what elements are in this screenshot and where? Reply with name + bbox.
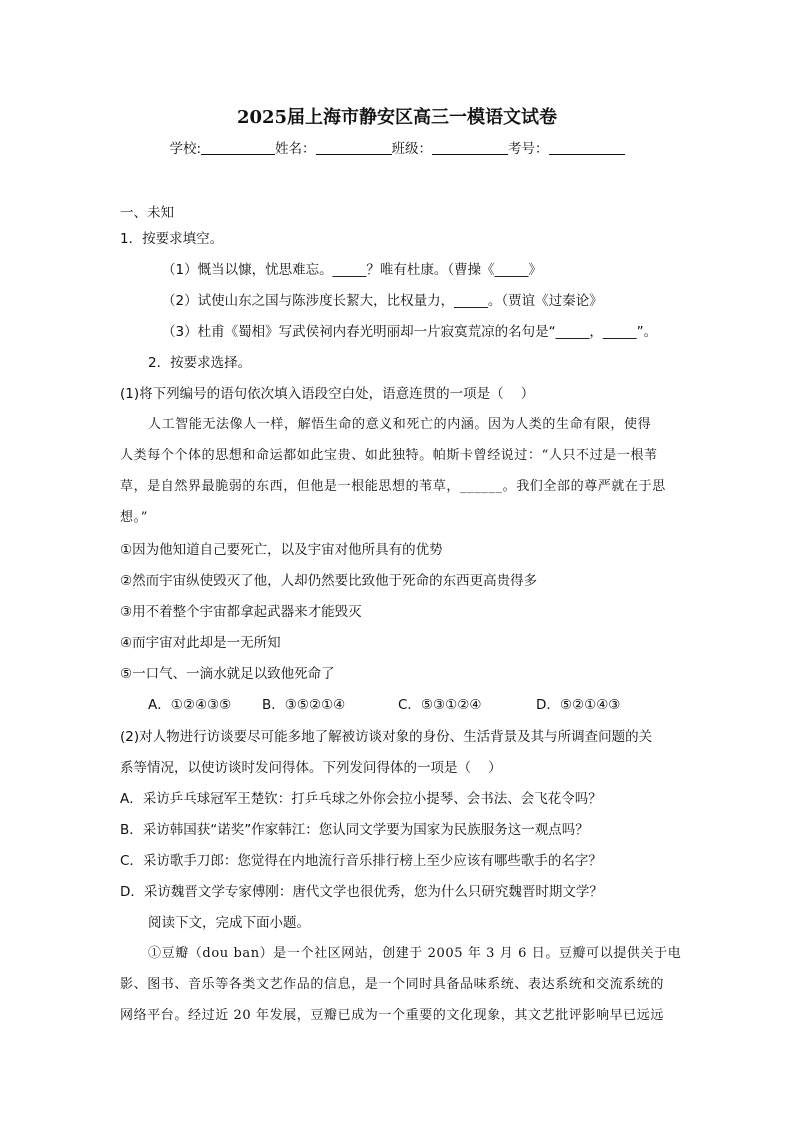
reading-passage-line: 网络平台。经过近 20 年发展，豆瓣已成为一个重要的文化现象，其文艺批评影响早已远远 (120, 1008, 665, 1023)
section-heading: 一、未知 (120, 205, 174, 221)
exam-no-label: 考号： (508, 141, 549, 157)
choice-d: D．⑤②①④③ (536, 697, 621, 713)
question-2-2-stem: (2)对人物进行访谈要尽可能多地了解被访谈对象的身份、生活背景及其与所调查问题的关 (120, 729, 653, 745)
page-title: 2025届上海市静安区高三一模语文试卷 (236, 107, 558, 128)
student-info-line (0, 140, 794, 158)
choice-c: C．⑤③①②④ (398, 697, 482, 713)
sentence-option: ⑤一口气、一滴水就足以致他死命了 (120, 666, 335, 682)
class-label: 班级： (391, 141, 433, 157)
choice-b: B．采访韩国获“诺奖”作家韩江：您认同文学要为国家为民族服务这一观点吗？ (120, 822, 589, 838)
passage-line: 想。” (120, 510, 148, 525)
question-2-2-stem: 系等情况，以使访谈时发问得体。下列发问得体的一项是（ ） (120, 760, 502, 776)
passage-line: 人工智能无法像人一样，解悟生命的意义和死亡的内涵。因为人类的生命有限，使得 (148, 417, 652, 432)
question-2-stem: 2．按要求选择。 (148, 355, 252, 371)
sentence-option: ③用不着整个宇宙都拿起武器来才能毁灭 (120, 604, 362, 620)
reading-passage-line: ①豆瓣（dou ban）是一个社区网站，创建于 2005 年 3 月 6 日。豆瓣可以提供关于电 (148, 946, 682, 961)
passage-line: 人类每个个体的思想和命运都如此宝贵、如此独特。帕斯卡曾经说过：“人只不过是一根苇 (120, 448, 658, 463)
school-label: 学校: (169, 141, 202, 157)
choice-b: B．③⑤②①④ (262, 697, 346, 713)
question-1-item-2: （2）试使山东之国与陈涉度长絜大，比权量力，_____。（贾谊《过秦论》 (162, 293, 603, 309)
choice-a: A．①②④③⑤ (148, 697, 232, 713)
question-2-1-stem: (1)将下列编号的语句依次填入语段空白处，语意连贯的一项是（ ） (120, 386, 535, 402)
choice-d: D．采访魏晋文学专家傅刚：唐代文学也很优秀，您为什么只研究魏晋时期文学？ (120, 884, 603, 900)
reading-passage-line: 影、图书、音乐等各类文艺作品的信息，是一个同时具备品味系统、表达系统和交流系统的 (120, 977, 665, 992)
exam-no-field[interactable] (549, 140, 625, 155)
class-field[interactable] (432, 140, 508, 155)
question-1-item-1: （1）慨当以慷，忧思难忘。_____？唯有杜康。（曹操《_____》 (162, 262, 542, 278)
sentence-option: ④而宇宙对此却是一无所知 (120, 635, 281, 651)
choice-a: A．采访乒乓球冠军王楚钦：打乒乓球之外你会拉小提琴、会书法、会飞花令吗？ (120, 791, 602, 807)
question-1-stem: 1．按要求填空。 (120, 231, 224, 247)
sentence-option: ①因为他知道自己要死亡，以及宇宙对他所具有的优势 (120, 542, 443, 558)
name-label: 姓名： (275, 141, 316, 157)
sentence-option: ②然而宇宙纵使毁灭了他，人却仍然要比致他于死命的东西更高贵得多 (120, 573, 538, 589)
choice-c: C．采访歌手刀郎：您觉得在内地流行音乐排行榜上至少应该有哪些歌手的名字？ (120, 853, 602, 869)
passage-line: 草，是自然界最脆弱的东西，但他是一根能思想的苇草，______。我们全部的尊严就在于思 (120, 479, 666, 494)
school-field[interactable] (201, 140, 275, 155)
question-1-item-3: （3）杜甫《蜀相》写武侯祠内春光明丽却一片寂寞荒凉的名句是“_____，_____”。 (162, 324, 658, 340)
reading-intro: 阅读下文，完成下面小题。 (148, 915, 310, 931)
name-field[interactable] (316, 140, 392, 155)
